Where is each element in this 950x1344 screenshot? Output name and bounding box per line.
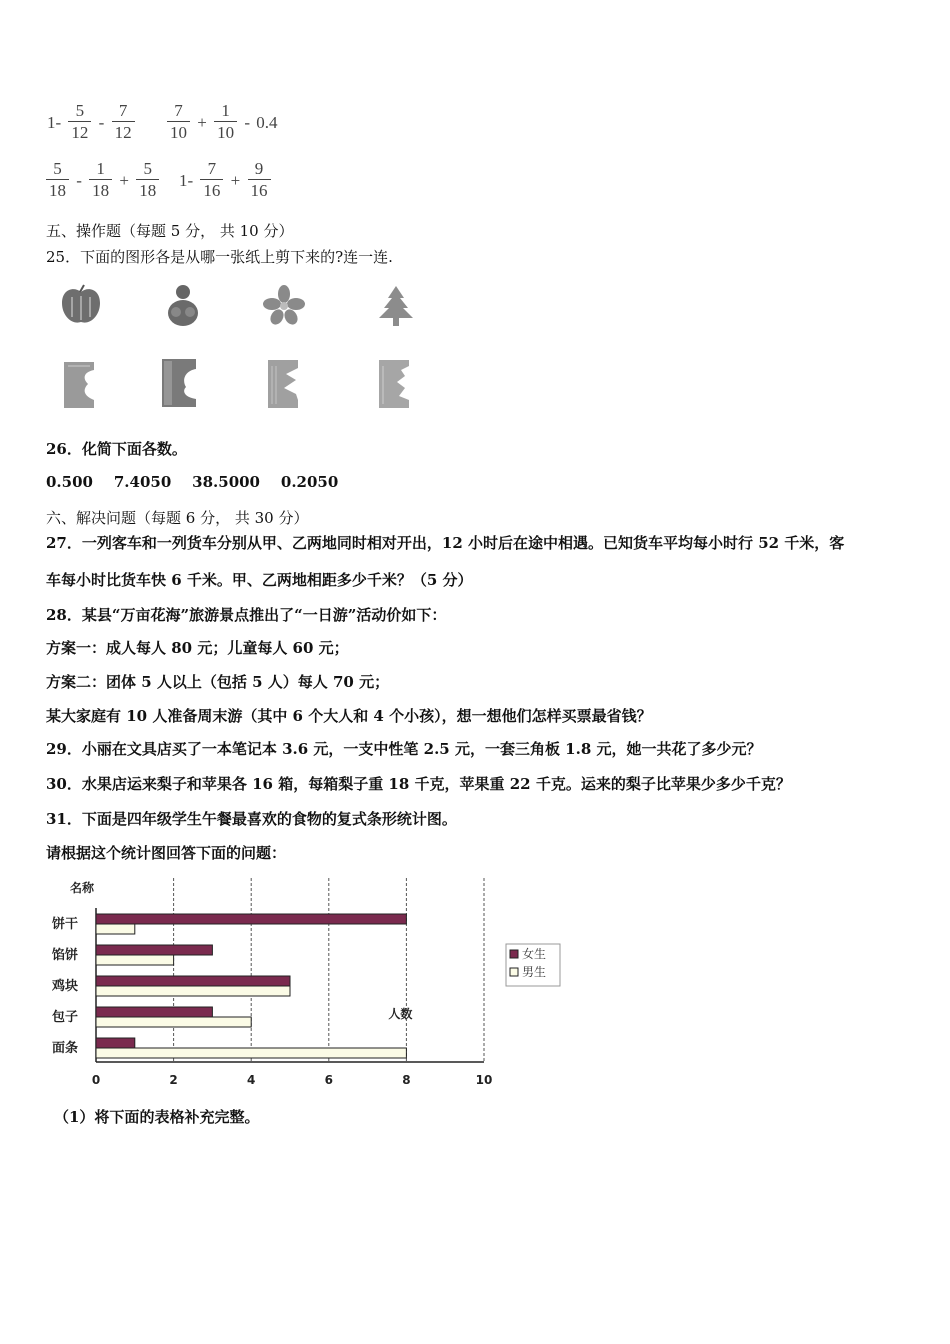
question-31: 31．下面是四年级学生午餐最喜欢的食物的复式条形统计图。 (46, 810, 457, 828)
bar-male (96, 1048, 406, 1058)
expr1-lead: 1- (47, 112, 62, 132)
x-tick-label: 4 (247, 1073, 256, 1087)
x-tick-label: 2 (169, 1073, 178, 1087)
expression-3 (44, 159, 161, 202)
bar-male (96, 955, 174, 965)
expression-1 (46, 101, 137, 144)
food-preference-bar-chart (40, 870, 580, 1100)
decimal-term: 0.4 (256, 112, 278, 132)
x-tick-label: 6 (324, 1073, 333, 1087)
category-label: 面条 (52, 1041, 79, 1056)
x-tick-label: 0 (91, 1073, 101, 1087)
y-axis-title: 名称 (70, 881, 95, 895)
legend-label: 男生 (522, 965, 547, 979)
category-label: 馅饼 (52, 948, 79, 963)
expr4-lead: 1- (179, 170, 194, 190)
flower-cutout-icon (262, 284, 306, 326)
bar-female (96, 914, 406, 924)
question-27-line-2: 车每小时比货车快 6 千米。甲、乙两地相距多少千米？（5 分） (46, 571, 473, 589)
gourd-cutout-icon (163, 282, 203, 328)
question-28-plan-2: 方案二：团体 5 人以上（包括 5 人）每人 70 元； (46, 673, 390, 691)
fraction: $\frac{7}{16}$ (200, 159, 223, 202)
bar-female (96, 976, 290, 986)
section-5-heading: 五、操作题（每题 5 分， 共 10 分） (46, 222, 294, 240)
category-label: 饼干 (52, 917, 79, 932)
operator: - (76, 170, 82, 190)
question-30: 30．水果店运来梨子和苹果各 16 箱，每箱梨子重 18 千克，苹果重 22 千克。运来的梨子比苹果少多少千克？ (46, 775, 791, 793)
question-26-numbers: 0.500 7.4050 38.5000 0.2050 (46, 473, 339, 491)
folded-paper-d-icon (377, 358, 411, 410)
operator: + (197, 112, 207, 132)
folded-paper-c-icon (266, 358, 300, 410)
fraction: $\frac{1}{18}$ (89, 159, 112, 202)
expression-2 (165, 101, 279, 144)
fraction: $\frac{7}{10}$ (167, 101, 190, 144)
category-label: 包子 (52, 1010, 79, 1025)
fraction: $\frac{1}{10}$ (214, 101, 237, 144)
question-29: 29．小丽在文具店买了一本笔记本 3.6 元，一支中性笔 2.5 元，一套三角板 1.8 元，她一共花了多少元？ (46, 740, 762, 758)
bar-female (96, 1038, 135, 1048)
bar-female (96, 1007, 212, 1017)
operator: - (244, 112, 251, 132)
bar-female (96, 945, 212, 955)
operator: + (230, 170, 241, 190)
bar-male (96, 1017, 251, 1027)
fraction: $\frac{5}{18}$ (136, 159, 159, 202)
legend-label: 女生 (522, 947, 547, 961)
bar-male (96, 924, 135, 934)
category-label: 鸡块 (52, 979, 79, 994)
tree-cutout-icon (374, 284, 418, 328)
question-28-plan-1: 方案一：成人每人 80 元；儿童每人 60 元； (46, 639, 349, 657)
legend-swatch (510, 968, 518, 976)
x-tick-label: 10 (475, 1073, 493, 1087)
folded-paper-b-icon (160, 357, 198, 409)
question-31-prompt: 请根据这个统计图回答下面的问题： (46, 844, 287, 862)
bar-male (96, 986, 290, 996)
operator: + (119, 170, 130, 190)
operator: - (98, 112, 105, 132)
question-25: 25．下面的图形各是从哪一张纸上剪下来的?连一连. (46, 248, 393, 266)
question-28-ask: 某大家庭有 10 人准备周末游（其中 6 个大人和 4 个小孩），想一想他们怎样买票最省钱？ (46, 707, 652, 725)
fraction: $\frac{7}{12}$ (112, 101, 135, 144)
fraction: $\frac{5}{18}$ (46, 159, 69, 202)
section-6-heading: 六、解决问题（每题 6 分， 共 30 分） (46, 509, 309, 527)
expression-4 (178, 159, 273, 202)
fraction: $\frac{9}{16}$ (248, 159, 271, 202)
question-27-line-1: 27．一列客车和一列货车分别从甲、乙两地同时相对开出，12 小时后在途中相遇。已知货车平均每小时行 52 千米，客 (46, 534, 845, 552)
folded-paper-a-icon (62, 360, 96, 410)
question-31-sub-1: （1）将下面的表格补充完整。 (54, 1108, 260, 1126)
x-axis-title: 人数 (388, 1007, 413, 1021)
apple-cutout-icon (58, 284, 104, 328)
legend-swatch (510, 950, 518, 958)
question-26: 26．化简下面各数。 (46, 440, 187, 458)
fraction: $\frac{5}{12}$ (68, 101, 91, 144)
question-28: 28．某县“万亩花海”旅游景点推出了“一日游”活动价如下： (46, 606, 447, 624)
x-tick-label: 8 (402, 1073, 411, 1087)
